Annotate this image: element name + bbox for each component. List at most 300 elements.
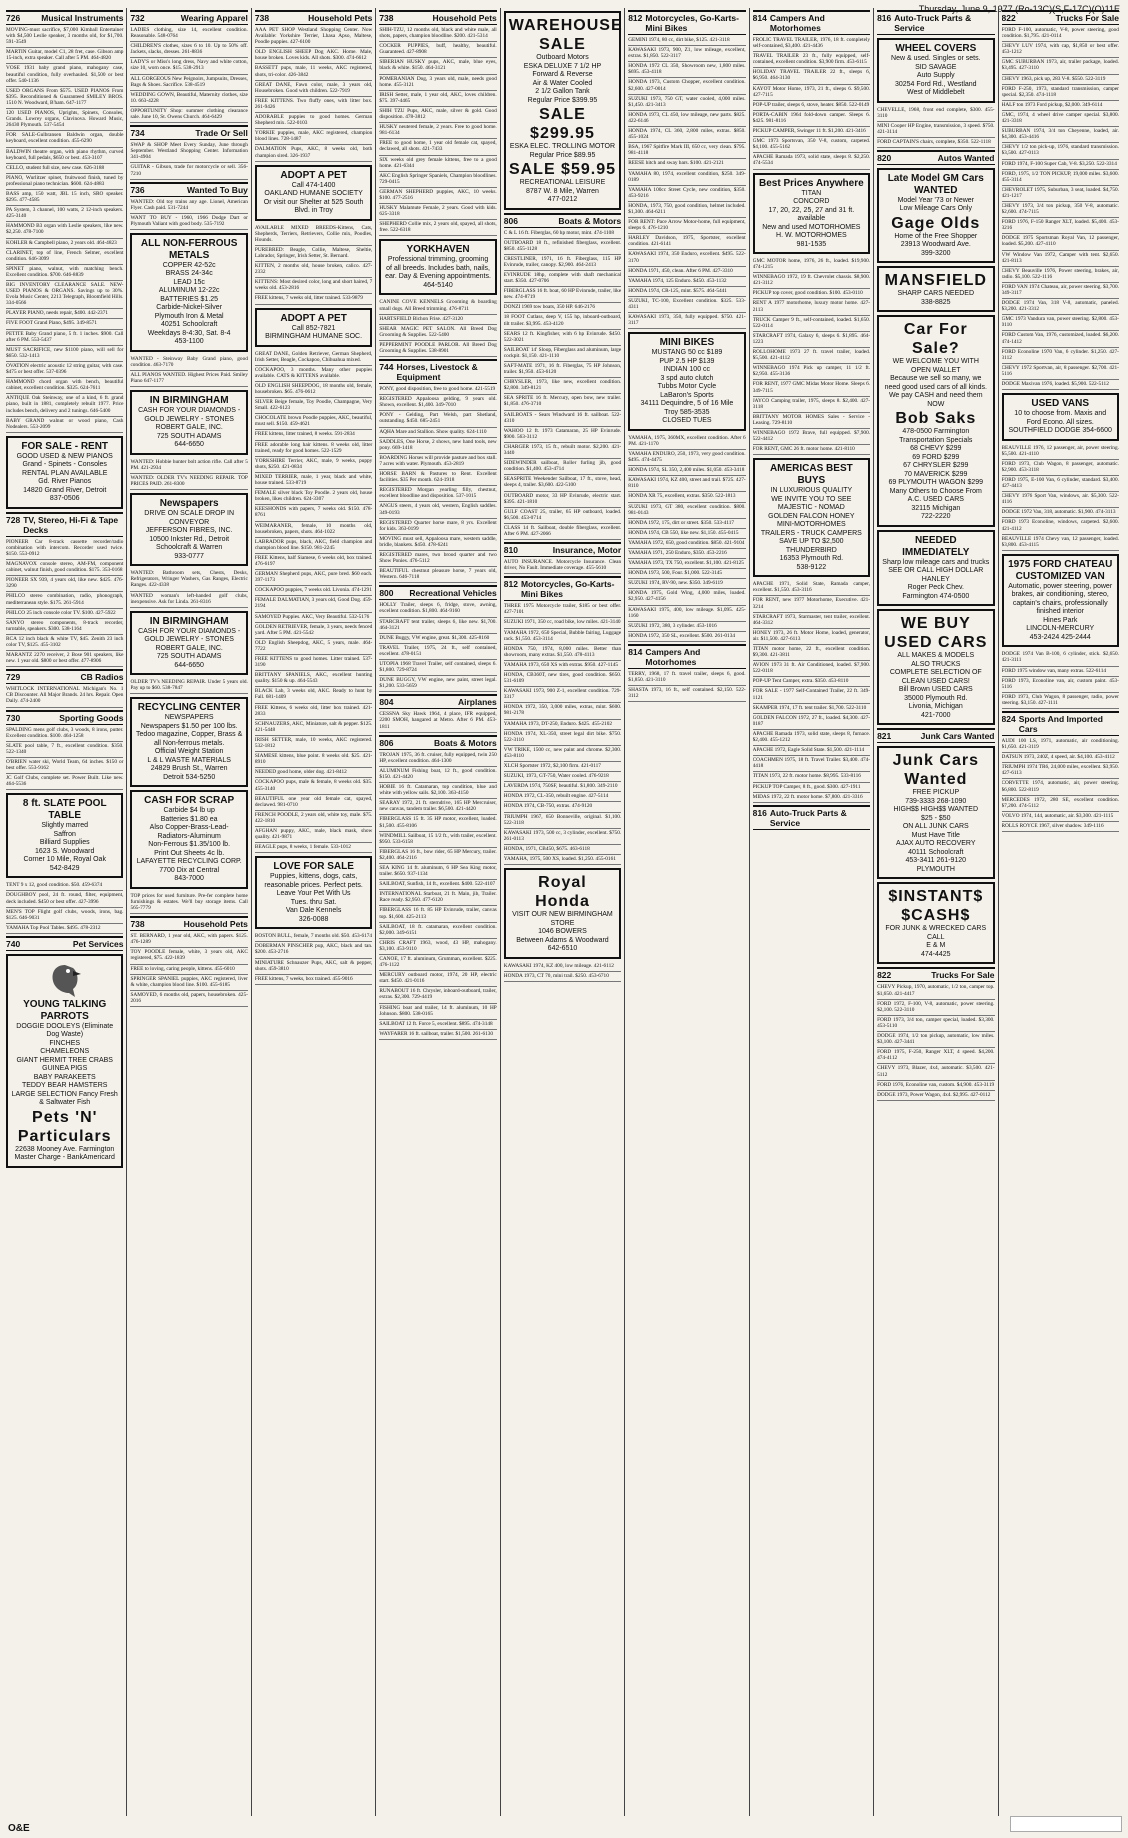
classified-ad: SEASPRITE Weekender Sailboat, 17 ft., stove, head, sleeps 4, trailer. $3,600. 422-5100 <box>504 475 621 491</box>
page-date: Thursday, June 9, 1977 <box>918 4 1013 14</box>
display-ad-line: 722-2220 <box>920 513 951 521</box>
classified-ad: 18 FOOT Cutlass, deep V, 155 hp, inboard-outboard, tilt trailer. $3,995. 453-4120 <box>504 313 621 329</box>
display-ad-box <box>1002 554 1119 648</box>
classified-ad: FREE KITTENS to good homes. Litter trained. 537-3190 <box>255 655 372 671</box>
section-title: Pet Services <box>72 938 124 949</box>
classified-ad: AFGHAN puppy, AKC, male, black mask, show quality. 421-9871 <box>255 827 372 843</box>
classified-ad: PEPPERMINT POODLE PARLOR. All Breed Dog Grooming & Supplies. 538-8901 <box>379 341 496 357</box>
classified-ad: PICKUP CAMPER, Swinger 11 ft. $1,200. 421-3416 <box>753 127 870 137</box>
display-ad-line: 34111 Dequindre, 5 of 16 Mile <box>640 400 734 408</box>
display-ad-line: Late Model GM Cars WANTED <box>887 172 984 196</box>
classified-ad: REESE hitch and sway bars. $100. 421-2121 <box>628 159 745 169</box>
classified-ad: YAMAHA, 1975, 360MX, excellent condition. After 6 PM. 421-1170 <box>628 434 745 450</box>
classified-ad: DUNE BUGGY, VW engine, new paint, street legal. $1,200. 533-5659 <box>379 676 496 692</box>
display-ad-line: Low Mileage Cars Only <box>899 205 972 213</box>
display-ad-line: 477-0212 <box>547 196 578 203</box>
classified-ad: OLD ENGLISH SHEEPDOG, 18 months old, female, housebroken. $65. 476-0612 <box>255 382 372 398</box>
classified-ad: HONDA 1972, 350 SL, excellent. $500. 261-0134 <box>628 632 745 642</box>
classified-ad: SPALDING mens golf clubs, 3 woods, 8 irons, putter. Excellent condition. $100. 464-1258 <box>6 726 123 742</box>
classified-ad: ALUMINUM Fishing boat, 12 ft., good condition. $150. 421-4420 <box>379 767 496 783</box>
classified-ad: HONDA 1974, SL 350, 2,400 miles. $1,050. 453-3418 <box>628 466 745 476</box>
classified-ad: FIBERGLASS 16 ft. boat, 60 HP Evinrude, trailer, like new. 474-8719 <box>504 287 621 303</box>
display-ad-line: Troy 585-3535 <box>664 408 710 416</box>
display-ad-line: Newspapers <box>159 498 219 510</box>
classified-ad: DODGE 1974, 1/2 ton pickup, automatic, low miles. $3,100. 427-3441 <box>877 1032 994 1048</box>
display-ad-line: PLYMOUTH <box>916 865 955 873</box>
display-ad-line: Leave Your Pet With Us <box>276 890 351 898</box>
display-ad-line: LOVE FOR SALE <box>273 861 354 873</box>
display-ad-line: Call 474-1400 <box>291 181 336 189</box>
classified-ad: HONDA, 1973, 750, good condition, helmet included. $1,300. 464-6211 <box>628 202 745 218</box>
classified-ad: COACHMEN 1975, 18 ft. Travel Trailer. $3,400. 474-4418 <box>753 756 870 772</box>
classified-ad: POMERANIAN Dog, 3 years old, male, needs good home. 455-3121 <box>379 75 496 91</box>
section-heading <box>504 542 621 557</box>
display-ad-line: JEFFERSON FIBRES, INC. <box>145 527 233 535</box>
display-ad-line: TITAN <box>801 189 822 197</box>
display-ad-box <box>877 168 994 264</box>
classified-ad: BEAUVILLE 1974 Chevy van, 12 passenger, loaded. $3,800. 453-4115 <box>1002 535 1119 551</box>
classified-ad: FIVE FOOT Grand Piano, $495. 349-8571 <box>6 319 123 329</box>
section-heading <box>877 967 994 982</box>
display-ad-line: Car For Sale? <box>903 321 968 358</box>
classified-ad: TRUCK Camper 9 ft., self-contained, loaded. $1,650. 522-0114 <box>753 316 870 332</box>
classified-ad: WEIMARANER, female, 10 months old, housebroken, papers, shots. 464-1022 <box>255 522 372 538</box>
display-ad-line: E & M <box>926 942 946 950</box>
section-number: 822 <box>877 970 892 981</box>
classified-column <box>130 8 251 1816</box>
classified-ad: FORD VAN 1974 Chateau, air, power steering. $3,700. 349-3117 <box>1002 283 1119 299</box>
classified-ad: FREE to good home, 1 year old female cat, spayed, declawed, all shots. 421-7433 <box>379 139 496 155</box>
classified-ad: SAILBOATS - Sears Windward 16 ft. sailboat. 522-4310 <box>504 411 621 427</box>
section-title: Motorcycles, Go-Karts-Mini Bikes <box>520 579 615 600</box>
display-ad-line: 8787 W. 8 Mile, Warren <box>526 187 599 195</box>
classified-ad: APACHE 1972, Eagle Solid State. $1,500. 421-1114 <box>753 746 870 756</box>
classified-ad: CESSNA Sky Hawk 1964, 4 place, IFR equipped, 2200 SMOH, hangared at Metro. After 6 PM. 453-1811 <box>379 710 496 732</box>
classified-ad: HOLLY Trailer, sleeps 6, fridge, stove, awning, excellent condition. $1,800. 464-9160 <box>379 601 496 617</box>
classified-ad: WANTED: Hobbie hunter bolt action rifle. Call after 5 PM. 421-2934 <box>130 458 247 474</box>
classified-ad: HONDA 1973, 500, Four. $1,000. 522-3145 <box>628 569 745 579</box>
display-ad-box <box>255 856 372 929</box>
classified-ad: FORD 1974, F-100 Super Cab, V-8. $3,250. 522-3314 <box>1002 160 1119 170</box>
classified-ad: TITAN 1973, 22 ft. motor home. $8,995. 533-8116 <box>753 772 870 782</box>
classified-ad: SEA SPRITE 16 ft. Mercury, open bow, new trailer. $1,850. 476-3710 <box>504 394 621 410</box>
classified-ad: CHRIS CRAFT 1963, wood, 43 HP, mahogany. $3,100. 453-9110 <box>379 939 496 955</box>
classified-ad: COCKAPOO puppies, 7 weeks old. Livonia. 474-1291 <box>255 586 372 596</box>
classified-ad: YAMAHA, 1975, 500 XS, loaded. $1,250. 455-0161 <box>504 855 621 865</box>
classified-ad: C & L 16 ft. Fiberglas, 60 hp motor, mint. 474-1108 <box>504 229 621 239</box>
classified-ad: FOR RENT: Pace Arrow Motor-home, full equipment, sleeps 6. 476-1210 <box>628 218 745 234</box>
display-ad-line: BRASS 24-34c <box>165 270 213 278</box>
classified-ad: STARCRAFT 1973, Starmaster, tent trailer, excellent. 464-3312 <box>753 613 870 629</box>
classified-ad: LABRADOR pups, black, AKC, field champion and champion blood line. $150. 981-2245 <box>255 538 372 554</box>
section-title: Campers And Motorhomes <box>769 13 825 33</box>
classified-ad: SKAMPER 1974, 17 ft. tent trailer. $1,700. 522-3110 <box>753 704 870 714</box>
section-number: 816 <box>752 807 767 818</box>
classified-ad: CLASS 14 ft. Sailboat, double fiberglass, excellent. After 6 PM. 427-2066 <box>504 524 621 540</box>
section-heading <box>130 916 247 931</box>
display-ad-line: Puppies, kittens, dogs, cats, reasonable prices. Perfect pets. <box>264 873 363 889</box>
classified-ad: WINNEBAGO 1972 Brave, full equipped. $7,900. 522-4412 <box>753 429 870 445</box>
display-ad-line: Outboard Motors <box>536 54 589 61</box>
classified-ad: TRAVEL Trailer, 1975, 24 ft., self contained, excellent. 478-0151 <box>379 644 496 660</box>
classified-ad: MERCEDES 1972, 280 SE, excellent condition. $7,200. 474-5112 <box>1002 796 1119 812</box>
display-ad-line: ALSO TRUCKS <box>911 660 961 668</box>
section-title: Musical Instruments <box>41 13 124 23</box>
section-heading <box>379 585 496 600</box>
display-ad-line: 326-0088 <box>298 915 329 923</box>
section-number: 738 <box>379 13 394 23</box>
display-ad-line: CONCORD <box>793 198 830 205</box>
classified-ad: BRITTANY SPANIELS, AKC, excellent hunting quality. $150 & up. 464-5543 <box>255 671 372 687</box>
display-ad-line: ALUMINUM 12-22c <box>158 287 220 295</box>
section-heading <box>504 213 621 228</box>
display-ad-line: 542-8429 <box>49 864 80 872</box>
section-number: 730 <box>6 712 21 723</box>
classified-ad: FRENCH POODLE, 2 years old, white toy, male. $75. 422-1810 <box>255 811 372 827</box>
classified-ad: SHEPHERD Collie mix, 2 years old, spayed, all shots, free. 522-6318 <box>379 220 496 236</box>
classified-ad: SEARS 12 ft. Kingfisher, with 6 hp Evinrude. $450. 522-3021 <box>504 330 621 346</box>
display-ad-line: 40251 Schoolcraft <box>160 321 218 329</box>
classified-ad: YAMAHA 1972, 650, good condition. $850. 421-9104 <box>628 539 745 549</box>
display-ad-line: FOR SALE - RENT <box>21 440 109 452</box>
classified-ad: TROJAN 1975, 36 ft. cruiser, fully equipped, twin 250 HP, excellent condition. 464-1300 <box>379 751 496 767</box>
display-ad-line: Many Others to Choose From <box>889 487 982 495</box>
section-number: 806 <box>503 215 518 226</box>
display-ad-line: FOR JUNK & WRECKED CARS <box>885 925 987 933</box>
classified-ad: RUNABOUT 16 ft. Chrysler, inboard-outboard, trailer, extras. $2,300. 729-4419 <box>379 987 496 1003</box>
classified-ad: DOUGHBOY pool, 24 ft. round, filter, equipment, deck included. $450 or best offer. 427-3996 <box>6 891 123 907</box>
classified-ad: FISHING boat and trailer, 14 ft. aluminum, 10 HP Johnson. $800. 538-0165 <box>379 1004 496 1020</box>
display-ad-line: IN BIRMINGHAM <box>149 615 229 627</box>
classified-ad: VOSE 1931 baby grand piano, mahogany case, beautiful condition, fully overhauled. $1,500 or best offer. 540-1136 <box>6 64 123 86</box>
display-ad-line: 8 ft. SLATE POOL TABLE <box>22 798 107 822</box>
classified-ad: SEA KING 14 ft. aluminum, 6 HP Sea King motor, trailer. $650. 937-1134 <box>379 864 496 880</box>
classified-ad: WANTED: Old toy trains any age. Lionel, American Flyer. Cash paid. 531-7244 <box>130 198 247 214</box>
display-ad-box <box>877 882 994 964</box>
classified-ad: PA System, 3 channel, 100 watts, 2 12-inch speakers. 425-3140 <box>6 206 123 222</box>
classified-ad: KITTEN, 2 months old, house broken, calico. 427-2332 <box>255 262 372 278</box>
classified-ad: HONDA 1973, CL 450, low mileage, new parts. $825. 422-6146 <box>628 111 745 127</box>
classified-ad: SAILBOAT, 18 ft. catamaran, excellent condition. $2,000. 349-6151 <box>379 923 496 939</box>
display-ad-line: 7700 Dix at Central <box>159 866 220 874</box>
display-ad-line: WE WELCOME YOU WITH OPEN WALLET <box>892 358 979 374</box>
section-number: 806 <box>379 737 394 748</box>
section-title: Boats & Motors <box>433 737 497 748</box>
display-ad-line: ESKA ELEC. TROLLING MOTOR <box>509 143 616 150</box>
display-ad-line: BABY PARAKEETS <box>33 1073 96 1081</box>
classified-ad: SAMOYED Puppies. AKC, Very Beautiful. 532-5176 <box>255 613 372 623</box>
classified-ad: AUDI 100 LS, 1971, automatic, air conditioning. $1,650. 421-3119 <box>1002 737 1119 753</box>
display-ad-line: DRIVE ON SCALE DROP IN CONVEYOR <box>144 510 235 526</box>
classified-ad: YORKSHIRE Terrier, AKC, male, 9 weeks, puppy shots, $250. 421-0834 <box>255 457 372 473</box>
display-ad-line: Roger Peck Chev. <box>907 584 964 592</box>
classified-ad: SHASTA 1973, 16 ft., self contained. $2,150. 522-3112 <box>628 686 745 702</box>
section-number: 821 <box>877 731 892 742</box>
display-ad-line: Carbide $4 lb up <box>163 807 215 815</box>
display-ad-line: ALL NON-FERROUS METALS <box>140 237 238 261</box>
classified-ad: AQHA Mare and Stallion. Show quality. 624-1110 <box>379 428 496 438</box>
classified-ad: CHEVY 1963, pick up, 283 V-8. $550. 522-3119 <box>1002 75 1119 85</box>
classified-ad: GERMAN SHEPHERD puppies, AKC, 10 weeks. $100. 477-2516 <box>379 188 496 204</box>
section-heading <box>130 182 247 197</box>
display-ad-box <box>877 38 994 103</box>
classified-ad: FIBERGLASS 15 ft. 35 HP motor, excellent, loaded. $1,500. 455-8106 <box>379 815 496 831</box>
display-ad-line: IN LUXURIOUS QUALITY <box>770 487 853 495</box>
display-ad-line: CHAMELEONS <box>40 1048 90 1056</box>
classified-ad: FORD, 1975, 1/2 TON PICKUP, 19,000 miles. $3,600. 455-3114 <box>1002 170 1119 186</box>
classified-ad: SUBURBAN 1974, 3/4 ton Cheyenne, loaded, air. $4,300. 453-4416 <box>1002 127 1119 143</box>
display-ad-line: SAVE UP TO $2,500 <box>779 538 844 546</box>
classified-ad: HOBIE 16 ft. Catamaran, top condition, blue and white with yellow sails. $2,100. 363-4150 <box>379 783 496 799</box>
display-ad-line: LEAD 15c <box>173 278 205 286</box>
section-heading <box>379 10 496 25</box>
display-ad-line: 453-2424 425-2444 <box>1029 633 1091 641</box>
section-title: Trucks For Sale <box>931 970 995 981</box>
classified-ad: DODGE 1972 Van, 318, automatic. $1,900. 474-3113 <box>1002 508 1119 518</box>
classified-ad: FROLIC TRAVEL TRAILER, 1976, 18 ft. completely self-contained, $3,400. 421-4436 <box>753 36 870 52</box>
classified-ad: SHIH TZU Pups, AKC, male, silver & gold. Good disposition. 478-3812 <box>379 107 496 123</box>
classified-ad: POP-UP trailer, sleeps 6, stove, heater. $850. 522-0149 <box>753 101 870 111</box>
section-number: 740 <box>6 938 21 949</box>
classified-ad: PIANO, Wurlitzer spinet, fruitwood finish, tuned by professional piano technician. $600. 624-4883 <box>6 174 123 190</box>
classified-ad: SAILBOAT 14' Sloop, Fiberglass and aluminum, large cockpit. $1,150. 421-1110 <box>504 346 621 362</box>
classified-ad: YAMAHA 80, 1974, excellent condition, $250. 349-0189 <box>628 170 745 186</box>
classified-ad: GERMAN Shepherd pups, AKC, pure bred. $60 each. 397-1173 <box>255 570 372 586</box>
display-ad-box <box>6 436 123 509</box>
page-number: (Ro-13C)(S,F-17C)(O)11E <box>1015 4 1120 14</box>
classified-ad: TRIUMPH 1974 TR6, 24,000 miles, excellent. $3,950. 427-6113 <box>1002 763 1119 779</box>
classified-ad: CHEVY 1976 Sport Van, windows, air. $5,300. 522-4116 <box>1002 492 1119 508</box>
classified-ad: KAYOT Motor Home, 1973, 21 ft., sleeps 6. $9,500. 427-7115 <box>753 85 870 101</box>
classified-ad: SWAP & SHOP Meet Every Sunday, June through September. Westland Shopping Center. Information 341-4904 <box>130 141 247 163</box>
classified-ad: BASSETT pups, male, 11 weeks, AKC registered, shots, tri-color. 426-3842 <box>255 64 372 80</box>
display-ad-line: Auto Supply <box>916 72 955 79</box>
classified-ad: FREE Kittens, half Siamese, 6 weeks old, box trained. 476-6197 <box>255 554 372 570</box>
display-ad-line: Print Out Sheets 4c lb. <box>154 849 225 857</box>
display-ad-line: 40111 Schoolcraft <box>908 848 964 856</box>
classified-ad: HONDA XR 75, excellent, extras. $350. 522-1813 <box>628 492 745 502</box>
classified-ad: SCHNAUZERS, AKC, Miniature, salt & pepper. $125. 421-5448 <box>255 720 372 736</box>
classified-ad: WAYFARER 16 ft. sailboat, trailer. $1,500. 261-6130 <box>379 1030 496 1040</box>
section-heading <box>628 10 745 35</box>
section-title: Insurance, Motor <box>552 545 622 556</box>
display-ad-box <box>877 315 994 527</box>
display-ad-line: NEWSPAPERS <box>164 714 214 722</box>
classified-ad: AUTO INSURANCE. Motorcycle Insurance. Clean driver, No Fault. Immediate coverage. 455-5610 <box>504 558 621 574</box>
classified-ad: FREE to loving, caring people, kittens. 455-6010 <box>130 965 247 975</box>
section-heading <box>753 805 870 830</box>
classified-ad: SIAMESE kittens, blue point. 8 weeks old. $25. 421-8910 <box>255 752 372 768</box>
classified-ad: GMC 1973 Sportsvan, 350 V-8, custom, carpeted. $4,100. 455-5162 <box>753 137 870 153</box>
display-ad-line: THUNDERBIRD <box>785 546 837 554</box>
display-ad-line: BIRMINGHAM HUMANE SOC. <box>265 333 363 341</box>
classified-ad: GMC 1973 Vandura van, power steering. $2,800. 453-0110 <box>1002 315 1119 331</box>
classified-ad: HONDA 750, 1974, 8,000 miles. Better than showroom, many extras. $1,550. 478-4113 <box>504 645 621 661</box>
display-ad-box <box>379 239 496 295</box>
display-ad-line: Home of the Free Shopper <box>894 232 978 240</box>
classified-ad: FREE kittens, litter trained, 8 weeks. 591-2834 <box>255 430 372 440</box>
section-heading <box>6 512 123 537</box>
classified-ad: PHILCO 25 inch console color TV. $100. 427-5922 <box>6 609 123 619</box>
classified-ad: DODGE 1975 Sportsman Royal Van, 12 passenger, loaded. $5,200. 427-4110 <box>1002 234 1119 250</box>
classified-ad: CHEVY 1973, 3/4 ton pickup, 350 V-8, automatic. $2,600. 474-7115 <box>1002 202 1119 218</box>
section-heading <box>1002 10 1119 25</box>
classified-ad: REGISTERED Appaloosa gelding, 9 years old. Shown, excellent. $1,400. 349-7010 <box>379 395 496 411</box>
classified-ad: YAMAHA 1974, 125 Enduro. $450. 453-1132 <box>628 277 745 287</box>
classified-ad: SHIH-TZU, 12 months old, black and white male, all shots, papers, champion bloodline. $200. 421-5314 <box>379 26 496 42</box>
classified-ad: FORD 1975, F-250, Ranger XLT, 4 speed. $4,200. 474-4112 <box>877 1048 994 1064</box>
display-ad-box <box>628 332 745 431</box>
classified-ad: KAWASAKI 1975, 400, low mileage. $1,095. 425-1160 <box>628 606 745 622</box>
classified-ad: THREE 1975 Motorcycle trailer, $185 or best offer. 427-7101 <box>504 602 621 618</box>
classified-ad: YAMAHA 1972, 650 Special, Bubble fairing, Luggage rack. $1,550. 453-3114 <box>504 629 621 645</box>
display-ad-line: MINI BIKES <box>659 337 715 349</box>
classified-ad: SEARAY 1972, 21 ft. sterndrive, 165 HP Mercruiser, new canvas, tandem trailer. $6,500. 421-4420 <box>379 799 496 815</box>
classified-ad: HUSKY Malamute Female, 2 years. Good with kids. 625-3318 <box>379 204 496 220</box>
classified-ad: SAILBOAT 12 ft. Force 5, excellent. $895. 474-3148 <box>379 1020 496 1030</box>
section-title: Airplanes <box>458 697 497 708</box>
display-ad-line: LINCOLN-MERCURY <box>1026 625 1095 633</box>
classified-ad: 120 USED PIANOS, Uprights, Spinets, Consoles, Grands. Lowrey organs, Clavinova. Howard Music, 26430 Plymouth. 537-5454 <box>6 109 123 131</box>
classified-ad: DODGE Maxivan 1976, loaded. $5,900. 522-5112 <box>1002 380 1119 390</box>
display-ad-line: LaBaron's Sports <box>660 391 714 399</box>
classified-ad: CANOE, 17 ft. aluminum, Grumman, excellent. $225. 476-1122 <box>379 955 496 971</box>
section-heading <box>877 150 994 165</box>
classified-ad: BSA, 1967 Spitfire Mark III, 650 cc, very clean. $795. 981-4118 <box>628 143 745 159</box>
display-ad-line: AJAX AUTO RECOVERY <box>896 840 976 848</box>
section-title: Household Pets <box>432 13 497 23</box>
display-ad-line: 70 MAVERICK $299 <box>904 470 968 478</box>
classified-ad: ANTIQUE Oak Steinway, one of a kind, 6 ft. grand piano, built in 1881, completely rebuilt 1977. Price includes bench, delivery and 2 tunings. 646-5400 <box>6 394 123 416</box>
display-ad-line: L & L WASTE MATERIALS <box>147 756 231 764</box>
classified-column <box>255 8 376 1816</box>
classified-column <box>379 8 500 1816</box>
display-ad-box <box>130 233 247 352</box>
display-ad-line: 538-9122 <box>796 563 827 571</box>
classified-ad: FORD F-250, 1973, standard transmission, camper special. $2,350. 474-1118 <box>1002 85 1119 101</box>
classified-ad: APACHE 1971, Solid State, Ramada camper, excellent. $1,550. 453-3116 <box>753 580 870 596</box>
classified-ad: HARTSFIELD Bichon Frise. 427-3120 <box>379 315 496 325</box>
classified-ad: KAWASAKI 1973, 350, fully equipped. $750. 421-3117 <box>628 313 745 329</box>
display-ad-line: 1975 FORD CHATEAU CUSTOMIZED VAN <box>1008 558 1113 582</box>
display-ad-line: RENTAL PLAN AVAILABLE <box>22 469 108 477</box>
display-ad-line: CALL <box>927 933 945 941</box>
classified-ad: DALMATION Pups, AKC, 8 weeks old, both champion sired. 326-1937 <box>255 145 372 161</box>
section-heading <box>628 644 745 669</box>
display-ad-line: 644-6650 <box>174 661 204 669</box>
classified-ad: WANT TO BUY - 1960, 1966 Dodge Dart or Plymouth Valiant with good body. 535-7192 <box>130 214 247 230</box>
classified-ad: WAHOO 12 ft. 1973 Catamaran, 25 HP Evinrude. $900. 563-3112 <box>504 427 621 443</box>
classified-ad: HONDA 1971, 450, clean. After 6 PM. 427-3310 <box>628 267 745 277</box>
classified-ad: CHEVY Beauville 1976, Power steering, brakes, air, radio. $5,100. 522-1116 <box>1002 267 1119 283</box>
display-ad-line: 30254 Ford Rd., Westland <box>894 80 977 88</box>
classified-ad: YAMAHA Top Pool Tables. $495. 478-2312 <box>6 924 123 934</box>
classified-ad: YAMAHA 1973, 650 XS with extras. $950. 427-1145 <box>504 661 621 671</box>
section-title: Junk Cars Wanted <box>920 731 995 742</box>
classified-ad: FORD 1976, F-150 Ranger XLT, loaded. $5,400. 453-3216 <box>1002 218 1119 234</box>
display-ad-line: ADOPT A PET <box>280 312 347 324</box>
classified-ad: OVATION electric acoustic 12 string guitar, with case. $475 or best offer. 537-0396 <box>6 362 123 378</box>
classified-ad: FOR RENT, new 1977 Motorhome, Executive. 421-3214 <box>753 596 870 612</box>
classified-ad: BLACK Lab, 3 weeks old, AKC. Ready to hunt by Fall. 681-1409 <box>255 687 372 703</box>
classified-ad: HONDA 1972 CL 350, Showroom new, 1,800 miles. $695. 453-4118 <box>628 62 745 78</box>
display-ad-line: LAFAYETTE RECYCLING CORP. <box>136 858 242 866</box>
section-number: 812 <box>503 579 518 590</box>
display-ad-box <box>877 609 994 725</box>
display-ad-line: WHEEL COVERS <box>895 43 977 54</box>
display-ad-box <box>255 165 372 221</box>
classified-ad: STARCRAFT 1974, Galaxy 6, sleeps 6. $1,895. 464-1223 <box>753 332 870 348</box>
display-ad-line: PUP 2.5 HP $139 <box>659 357 715 365</box>
section-number: 816 <box>877 13 892 23</box>
classified-ad: YAMAHA 1973, TX 750, excellent. $1,100. 421-8125 <box>628 559 745 569</box>
display-ad-line: 67 CHRYSLER $299 <box>903 462 969 470</box>
display-ad-line: TEDDY BEAR HAMSTERS <box>21 1082 108 1090</box>
classified-ad: GMC SUBURBAN 1973, air, trailer package, loaded. $3,495. 427-3110 <box>1002 58 1119 74</box>
classified-ad: O'BRIEN water ski, World Team, 64 inches. $150 or best offer. 553-9162 <box>6 758 123 774</box>
classified-ad: WINNEBAGO 1972, 19 ft. Chevrolet chassis. $8,900. 421-3112 <box>753 273 870 289</box>
classified-ad: CHEVY 1/2 ton pick-up, 1976, standard transmission. $3,500. 427-0113 <box>1002 143 1119 159</box>
classified-ad: SUZUKI, TC-100, Excellent condition. $325. 533-4311 <box>628 297 745 313</box>
display-ad-line: MINI-MOTORHOMES <box>776 521 846 529</box>
classified-ad: PUREBRED: Beagle, Collie, Maltese, Sheltie, Labrador, Springer, Irish Setter, St. Bernard. <box>255 246 372 262</box>
display-ad-line: NEEDED IMMEDIATELY <box>902 534 970 558</box>
classified-ad: WINNEBAGO 1974 Pick up camper, 11 1/2 ft. $2,950. 455-3136 <box>753 364 870 380</box>
section-title: Household Pets <box>308 13 373 23</box>
section-number: 822 <box>1001 13 1016 23</box>
display-ad-line: Gage Olds <box>891 214 981 232</box>
classified-ad: FORD F-100, automatic, V-8, power steering, good condition. $1,795. 421-0114 <box>1002 26 1119 42</box>
classified-ad: TRIUMPH 1967, 650 Bonneville, original. $1,100. 522-3118 <box>504 813 621 829</box>
display-ad-line: HIGH$$ HIGH$$ WANTED <box>893 806 979 814</box>
classified-ad: DONZI 1969 tow boats, 350 HP. 646-2176 <box>504 303 621 313</box>
classified-ad: SIDEWINDER sailboat, Roller furling jib, good condition. $1,400. 453-4714 <box>504 459 621 475</box>
section-heading <box>877 10 994 35</box>
classified-ad: HAMMOND chord organ with bench, beautiful cabinet, excellent condition. $325. 624-7611 <box>6 378 123 394</box>
section-number: 738 <box>130 919 145 930</box>
classified-ad: WANTED - Steinway Baby Grand piano, good condition. 463-7170 <box>130 355 247 371</box>
display-ad-line: 837-0506 <box>49 495 80 503</box>
display-ad-line: WAREHOUSE SALE <box>508 17 623 53</box>
classified-ad: HUSKY neutered female, 2 years. Free to good home. 981-6134 <box>379 123 496 139</box>
classified-ad: TRAVEL TRAILER 23 ft., fully equipped, self-contained, excellent condition. $3,900 firm. 453-6115 <box>753 52 870 68</box>
display-ad-line: WE INVITE YOU TO SEE <box>771 495 852 503</box>
classified-ad: IRISH Setter, male, 1 year old, AKC, loves children. $75. 397-4465 <box>379 91 496 107</box>
display-ad-line: Sharp low mileage cars and trucks <box>882 558 990 566</box>
classified-ad: FORD Econoline 1970 Van, 6 cylinder. $1,250. 427-3112 <box>1002 348 1119 364</box>
classified-ad: LADY'S or Miss's long dress, Navy and white cotton, size 10, worn once. $15. 538-2913 <box>130 58 247 74</box>
display-ad-line: 69 PLYMOUTH WAGON $299 <box>888 479 984 487</box>
display-ad-line: New and used MOTORHOMES <box>762 223 861 231</box>
classified-ad: FORD 1973 Econoline, windows, carpeted. $2,600. 421-4112 <box>1002 518 1119 534</box>
classified-ad: BEAUTIFUL one year old female cat, spayed, declawed. 981-0710 <box>255 795 372 811</box>
classified-ad: BEAGLE pups, 8 weeks, 1 female. 533-1012 <box>255 843 372 853</box>
section-number: 824 <box>1001 714 1016 724</box>
classified-ad: DODGE 1974 Van, 318 V-8, automatic, paneled. $3,200. 421-3312 <box>1002 299 1119 315</box>
classified-ad: SAMOYED, 6 months old, papers, housebroken. 425-2016 <box>130 991 247 1007</box>
display-ad-line: 981-1535 <box>796 240 827 248</box>
classified-ad: YAMAHA 1971, 250 Enduro, $350. 453-2216 <box>628 549 745 559</box>
display-ad-box <box>130 611 247 676</box>
classified-ad: RCA 12 inch black & white TV, $45. Zenith 23 inch color TV, $125. 455-3102 <box>6 635 123 651</box>
classified-ad: FORD 1973, 3/4 ton, camper special, loaded. $3,300. 453-5110 <box>877 1016 994 1032</box>
classified-ad: CHEVY 1973, Blazer, 4x4, automatic. $3,500. 421-5112 <box>877 1064 994 1080</box>
classified-ad: FOR SALE-Gulbransen Baldwin organ, double keyboard, excellent condition. 455-6290 <box>6 131 123 147</box>
classified-ad: SUZUKI 1973, GT 380, excellent condition. $800. 981-0143 <box>628 503 745 519</box>
display-ad-line: 933-0777 <box>174 552 204 560</box>
classified-ad: VW Window Van 1972, Camper with tent. $2,650. 421-8113 <box>1002 251 1119 267</box>
display-ad-line: 32115 Michigan <box>911 504 961 512</box>
